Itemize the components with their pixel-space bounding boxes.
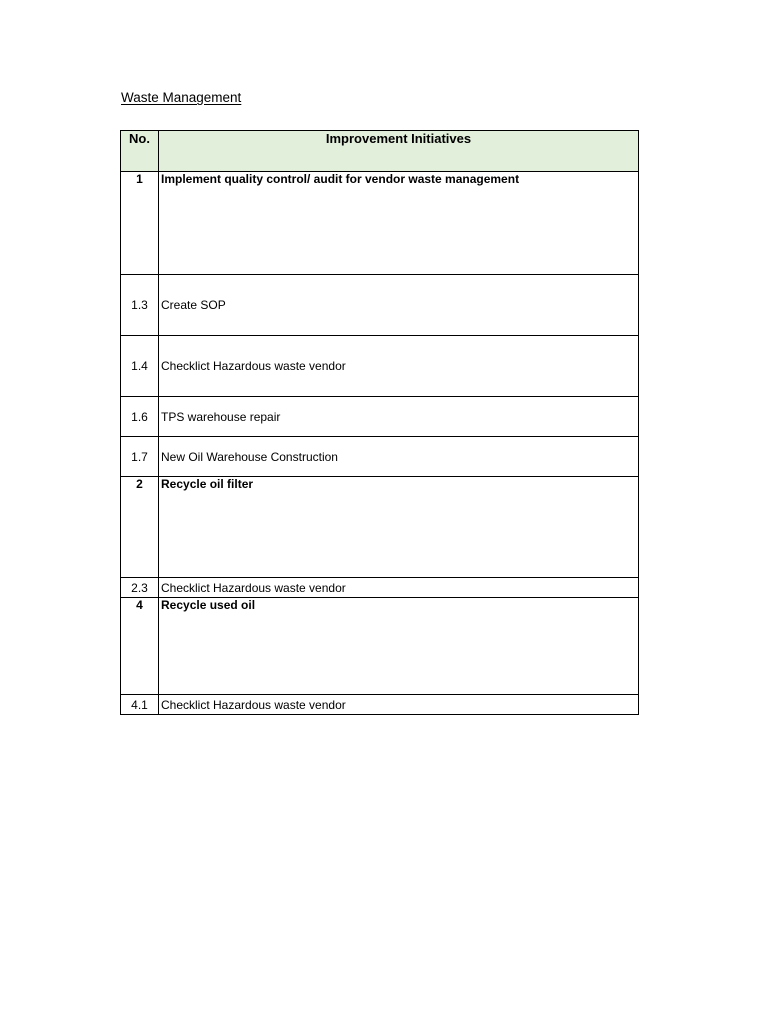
table-row [121,695,639,715]
row-initiative: New Oil Warehouse Construction [159,437,639,477]
row-number: 2.3 [121,578,159,598]
column-header-no: No. [121,131,159,172]
table-header-row [121,131,639,172]
column-header-initiatives: Improvement Initiatives [159,131,639,172]
row-number: 4.1 [121,695,159,715]
improvement-initiatives-table [120,130,639,715]
table-row [121,336,639,397]
row-number: 1.7 [121,437,159,477]
table-row [121,437,639,477]
row-initiative: Checklict Hazardous waste vendor [159,695,639,715]
row-initiative: Create SOP [159,275,639,336]
row-initiative: Checklict Hazardous waste vendor [159,578,639,598]
row-initiative: Implement quality control/ audit for vendor waste management [159,172,639,275]
row-number: 1.3 [121,275,159,336]
table-row [121,172,639,275]
row-initiative: TPS warehouse repair [159,397,639,437]
row-number: 1.4 [121,336,159,397]
row-number: 2 [121,477,159,578]
row-initiative: Checklict Hazardous waste vendor [159,336,639,397]
row-initiative: Recycle oil filter [159,477,639,578]
table-row [121,598,639,695]
row-initiative: Recycle used oil [159,598,639,695]
document-title: Waste Management [121,90,242,105]
table-row [121,275,639,336]
row-number: 1 [121,172,159,275]
table-row [121,578,639,598]
row-number: 4 [121,598,159,695]
row-number: 1.6 [121,397,159,437]
table-row [121,477,639,578]
table-row [121,397,639,437]
